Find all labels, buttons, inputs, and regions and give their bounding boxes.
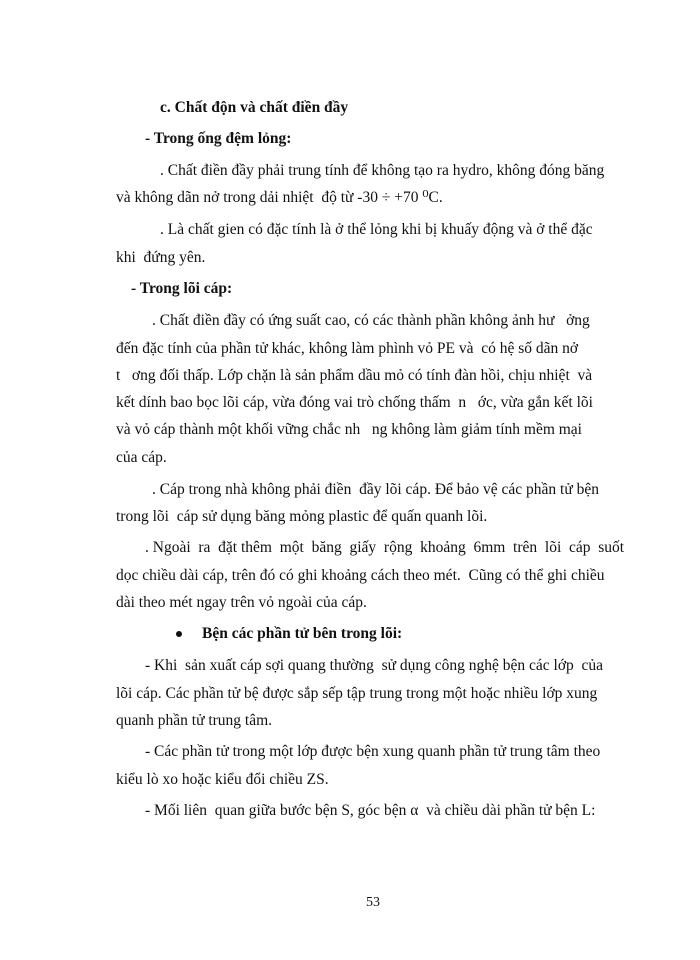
paragraph-line: dài theo mét ngay trên vỏ ngoài của cáp. xyxy=(116,594,367,611)
paragraph-line: và vỏ cáp thành một khối vững chắc nh ng không làm giảm tính mềm mại xyxy=(116,421,582,438)
paragraph-line: - Mối liên quan giữa bước bện S, góc bện α và chiều dài phần tử bện L: xyxy=(145,802,596,819)
paragraph-line: và không dãn nở trong dải nhiệt độ từ -30 ÷ +70 ⁰C. xyxy=(116,189,443,206)
paragraph-line: lõi cáp. Các phần tử bệ được sắp sếp tập trung trong một hoặc nhiều lớp xung xyxy=(116,685,598,702)
paragraph-line: quanh phần tử trung tâm. xyxy=(116,712,273,729)
paragraph-line: đến đặc tính của phần tử khác, không làm phình vỏ PE và có hệ số dãn nở xyxy=(116,340,579,357)
paragraph-line: khi đứng yên. xyxy=(116,249,206,266)
paragraph-line: - Các phần tử trong một lớp được bện xung quanh phần tử trung tâm theo xyxy=(145,743,601,760)
paragraph-line: . Là chất gien có đặc tính là ở thể lỏng khi bị khuấy động và ở thể đặc xyxy=(160,221,593,238)
paragraph-line: kiểu lò xo hoặc kiểu đổi chiều ZS. xyxy=(116,771,329,788)
bullet-icon xyxy=(176,631,182,637)
paragraph-line: dọc chiều dài cáp, trên đó có ghi khoảng cách theo mét. Cũng có thể ghi chiều xyxy=(116,567,605,584)
page-number: 53 xyxy=(366,895,380,910)
paragraph-line: . Chất điền đầy có ứng suất cao, có các thành phần không ảnh hư ởng xyxy=(152,312,590,329)
paragraph-line: . Cáp trong nhà không phải điền đầy lõi cáp. Để bảo vệ các phần tử bện xyxy=(152,481,600,498)
paragraph-line: trong lõi cáp sử dụng băng mỏng plastic để quấn quanh lõi. xyxy=(116,508,488,525)
paragraph-line: kết dính bao bọc lõi cáp, vừa đóng vai trò chống thấm n ớc, vừa gắn kết lõi xyxy=(116,394,593,411)
paragraph-line: . Chất điền đầy phải trung tính để không tạo ra hydro, không đóng băng xyxy=(160,162,605,179)
paragraph-line: . Ngoài ra đặt thêm một băng giấy rộng khoảng 6mm trên lõi cáp suốt xyxy=(145,539,625,556)
subheading-cable-core: - Trong lõi cáp: xyxy=(131,280,233,297)
bullet-heading: Bện các phần tử bên trong lõi: xyxy=(202,625,403,642)
paragraph-line: t ơng đối thấp. Lớp chặn là sản phẩm dầu mỏ có tính đàn hồi, chịu nhiệt và xyxy=(116,367,593,384)
subheading-liquid-buffer-tube: - Trong ống đệm lỏng: xyxy=(145,130,292,147)
paragraph-line: của cáp. xyxy=(116,449,167,466)
section-title: c. Chất độn và chất điền đầy xyxy=(160,99,349,116)
paragraph-line: - Khi sản xuất cáp sợi quang thường sử dụng công nghệ bện các lớp của xyxy=(145,657,604,674)
